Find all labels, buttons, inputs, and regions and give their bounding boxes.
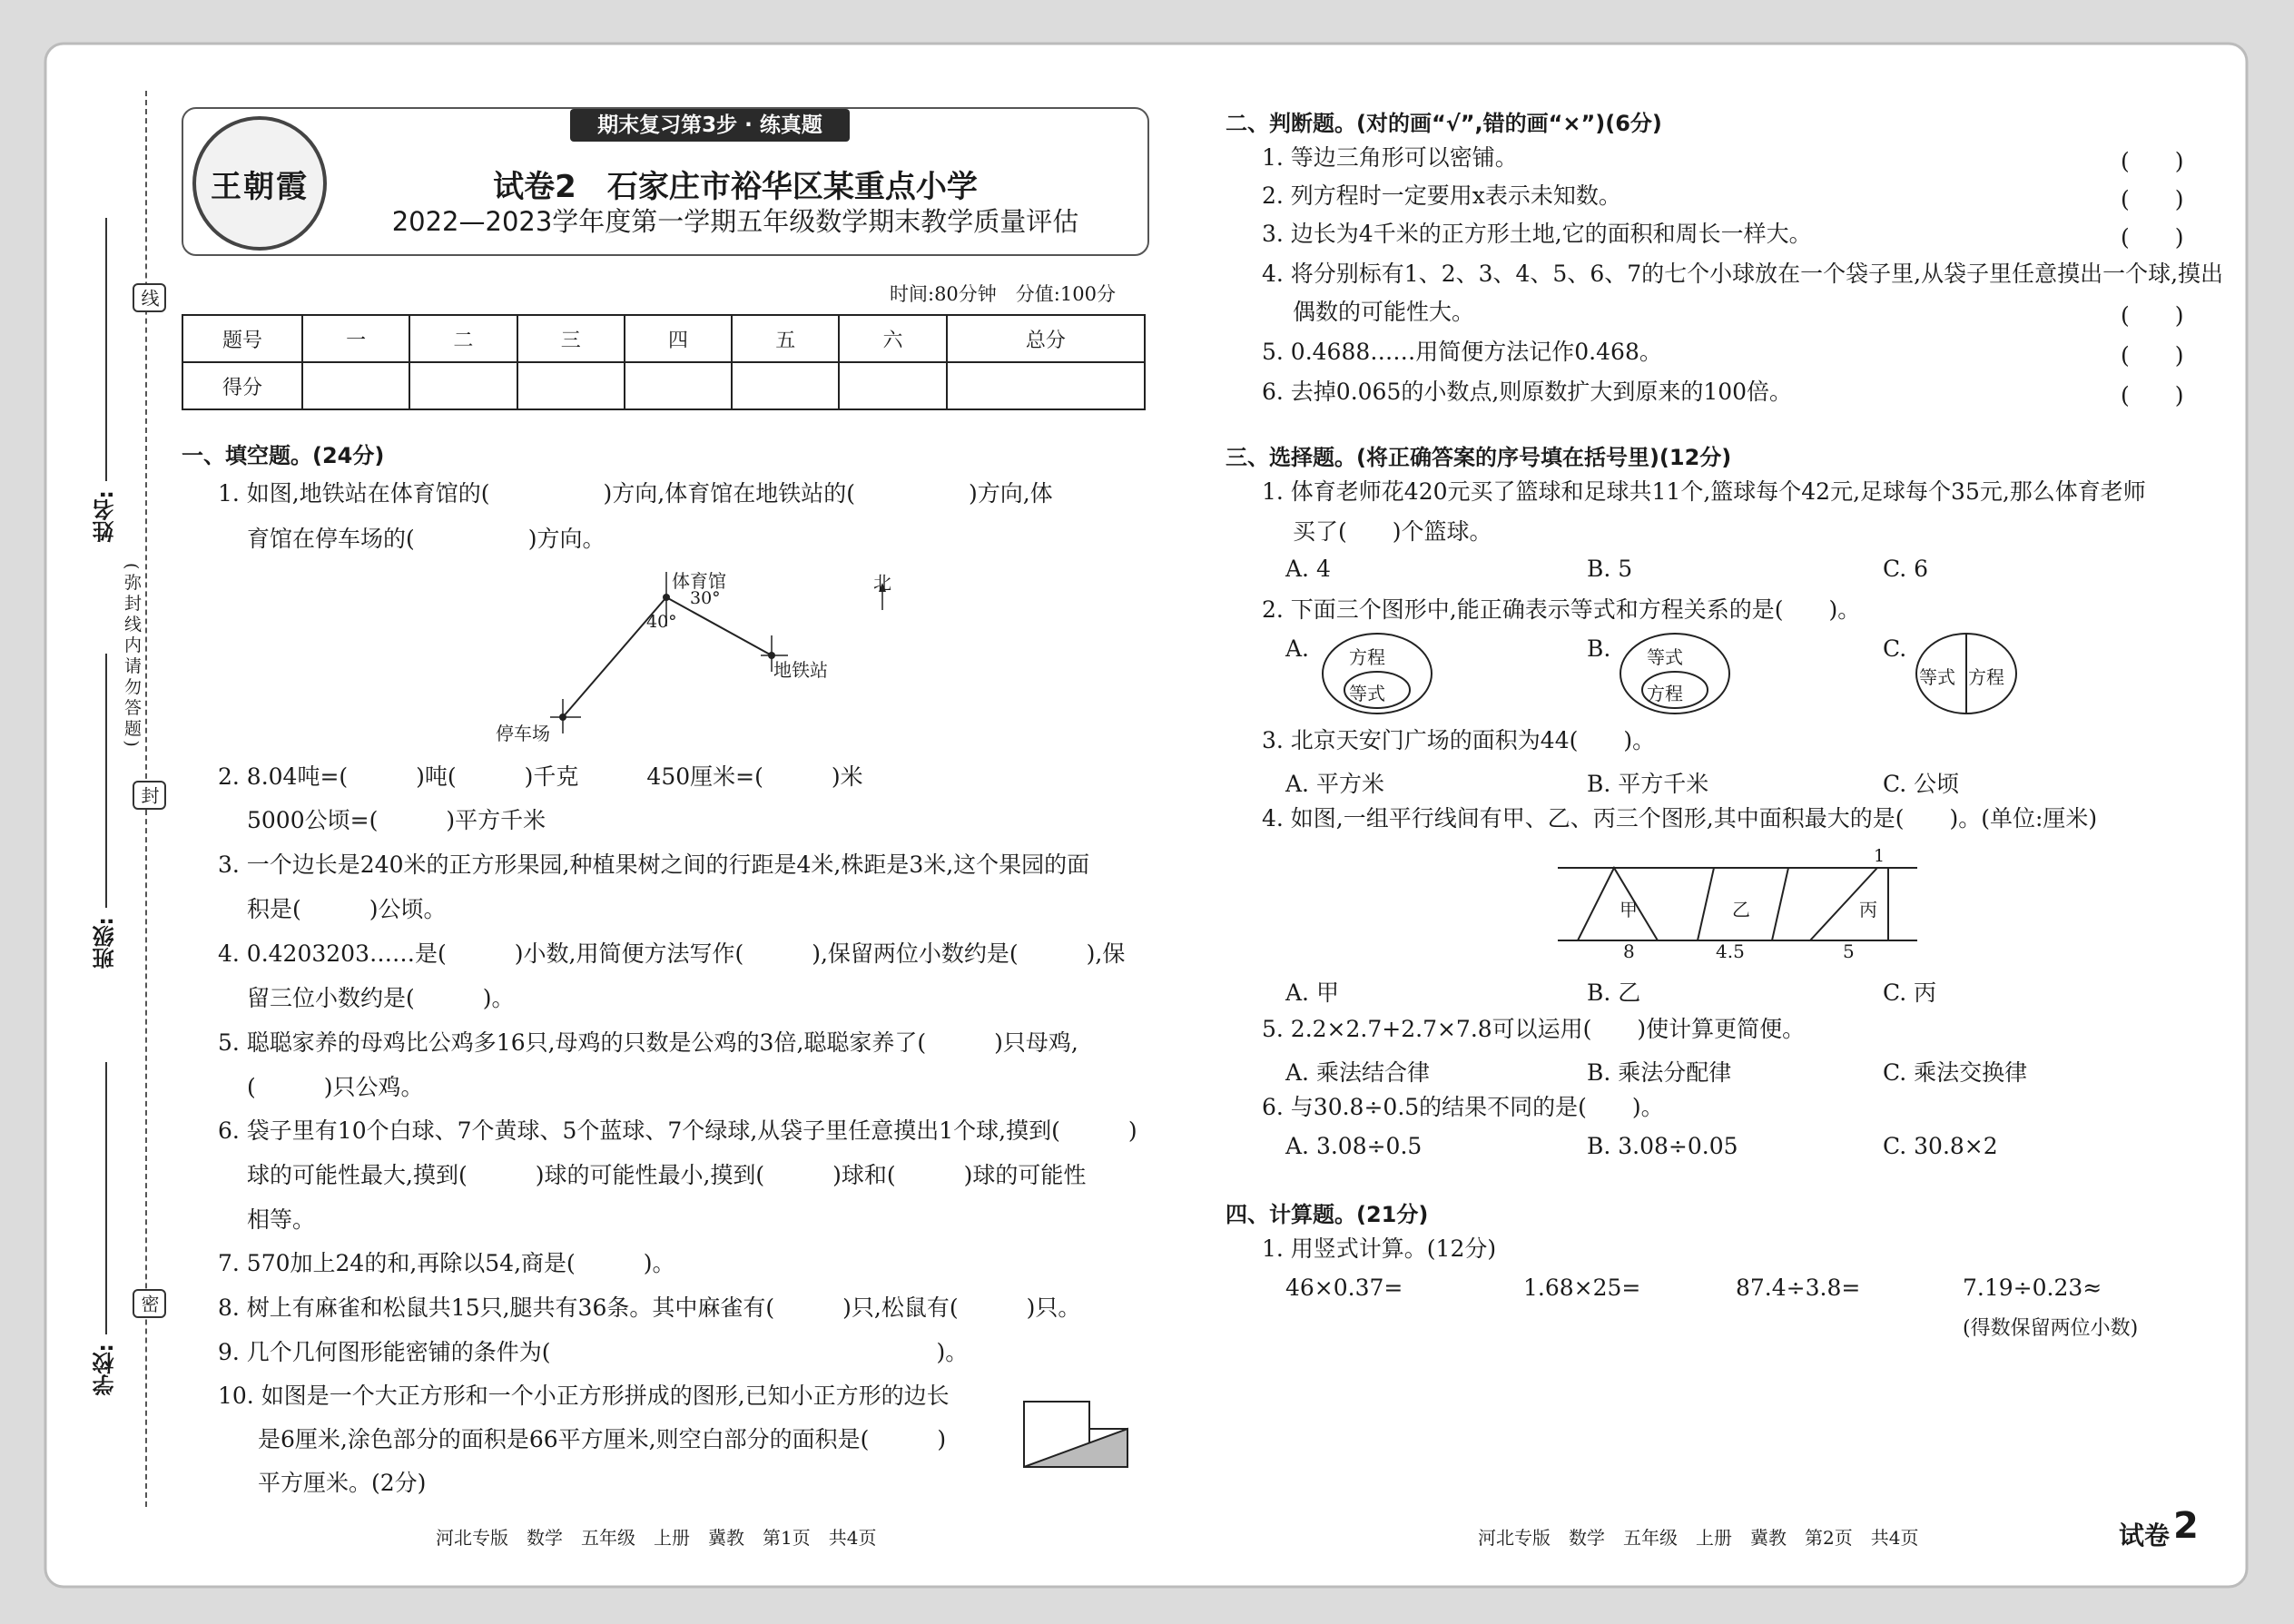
venn-c-right: 方程 [1968, 666, 2004, 688]
time-score: 时间:80分钟 分值:100分 [890, 283, 1116, 305]
section-fill-title: 一、填空题。(24分) [182, 443, 385, 468]
paper-subtitle: 2022—2023学年度第一学期五年级数学期末教学质量评估 [391, 206, 1079, 237]
fig4-yi: 乙 [1732, 899, 1750, 920]
venn-b-inner: 方程 [1647, 683, 1683, 704]
choice-6-option-c[interactable]: C. 30.8×2 [1883, 1133, 1998, 1159]
paper-label: 试卷 [2119, 1521, 2171, 1550]
fig4-base-2: 4.5 [1716, 940, 1745, 962]
q10-line2: 是6厘米,涂色部分的面积是66平方厘米,则空白部分的面积是( ) [258, 1426, 947, 1452]
q1-line2: 育馆在停车场的( )方向。 [247, 526, 605, 552]
choice-3: 3. 北京天安门广场的面积为44( )。 [1262, 727, 1656, 753]
fig4-base-3: 5 [1843, 940, 1855, 962]
right-footer: 河北专版 数学 五年级 上册 冀教 第2页 共4页 [1478, 1527, 1919, 1549]
section-calc-title: 四、计算题。(21分) [1226, 1202, 1429, 1227]
name-label: 姓名: [93, 490, 118, 543]
choice-1-line2: 买了( )个篮球。 [1293, 518, 1492, 545]
score-label: 得分 [182, 362, 302, 409]
fig1-north: 北 [873, 572, 891, 594]
q4-line2: 留三位小数约是( )。 [247, 985, 515, 1011]
choice-6-option-a[interactable]: A. 3.08÷0.5 [1285, 1133, 1423, 1159]
score-input[interactable] [947, 362, 1145, 409]
calc-item-1: 46×0.37= [1285, 1275, 1403, 1301]
venn-b-outer: 等式 [1647, 646, 1683, 668]
q6-line2: 球的可能性最大,摸到( )球的可能性最小,摸到( )球和( )球的可能性 [247, 1162, 1087, 1188]
choice-3-option-a[interactable]: A. 平方米 [1285, 771, 1384, 797]
choice-4: 4. 如图,一组平行线间有甲、乙、丙三个图形,其中面积最大的是( )。(单位:厘米) [1262, 805, 2098, 832]
score-input[interactable] [625, 362, 732, 409]
paper-number: 2 [2173, 1505, 2199, 1547]
choice-5: 5. 2.2×2.7+2.7×7.8可以运用( )使计算更简便。 [1262, 1016, 1806, 1042]
judge-5-answer[interactable]: ( ) [2121, 342, 2184, 369]
fig1-angle40: 40° [646, 612, 677, 632]
choice-6: 6. 与30.8÷0.5的结果不同的是( )。 [1262, 1094, 1664, 1120]
choice-6-option-b[interactable]: B. 3.08÷0.05 [1587, 1133, 1738, 1159]
venn-a-inner: 等式 [1349, 683, 1385, 704]
judge-6: 6. 去掉0.065的小数点,则原数扩大到原来的100倍。 [1262, 379, 1793, 405]
calc-note: (得数保留两位小数) [1963, 1317, 2139, 1340]
paper-title: 试卷2 石家庄市裕华区某重点小学 [493, 169, 978, 205]
score-cell: 五 [732, 315, 839, 362]
score-cell: 六 [839, 315, 946, 362]
score-cell: 一 [302, 315, 409, 362]
score-input[interactable] [409, 362, 517, 409]
judge-1-answer[interactable]: ( ) [2121, 148, 2184, 174]
q10-line3: 平方厘米。(2分) [258, 1470, 427, 1496]
judge-6-answer[interactable]: ( ) [2121, 382, 2184, 408]
calc-item-2: 1.68×25= [1523, 1275, 1641, 1301]
score-input[interactable] [732, 362, 839, 409]
judge-4-line1: 4. 将分别标有1、2、3、4、5、6、7的七个小球放在一个袋子里,从袋子里任意摸出一个球,摸出 [1262, 261, 2224, 287]
logo-seal [192, 116, 327, 251]
choice-2: 2. 下面三个图形中,能正确表示等式和方程关系的是( )。 [1262, 596, 1861, 623]
score-value-row [182, 362, 1145, 409]
choice-1-option-a[interactable]: A. 4 [1285, 556, 1331, 582]
score-cell: 四 [625, 315, 732, 362]
choice-5-option-a[interactable]: A. 乘法结合律 [1285, 1059, 1430, 1086]
fig4-bing: 丙 [1859, 899, 1877, 920]
calc-item-4: 7.19÷0.23≈ [1963, 1275, 2102, 1301]
score-cell: 总分 [947, 315, 1145, 362]
judge-1: 1. 等边三角形可以密铺。 [1262, 144, 1518, 171]
choice-1-line1: 1. 体育老师花420元买了篮球和足球共11个,篮球每个42元,足球每个35元,那么体育老师 [1262, 478, 2146, 505]
judge-2: 2. 列方程时一定要用x表示未知数。 [1262, 182, 1621, 209]
fig1-parking: 停车场 [496, 723, 550, 744]
judge-5: 5. 0.4688……用简便方法记作0.468。 [1262, 339, 1662, 365]
fig1-metro: 地铁站 [773, 659, 828, 681]
choice-1-option-b[interactable]: B. 5 [1587, 556, 1633, 582]
q3-line2: 积是( )公顷。 [247, 896, 447, 922]
choice-2-option-a[interactable]: A. [1285, 635, 1310, 662]
score-cell: 三 [517, 315, 625, 362]
name-field[interactable] [105, 218, 107, 481]
judge-4-answer[interactable]: ( ) [2121, 302, 2184, 329]
section-choice-title: 三、选择题。(将正确答案的序号填在括号里)(12分) [1226, 445, 1732, 470]
q9: 9. 几个几何图形能密铺的条件为( )。 [218, 1339, 969, 1365]
venn-c-left: 等式 [1919, 666, 1955, 688]
q2-line1: 2. 8.04吨=( )吨( )千克 450厘米=( )米 [218, 763, 863, 790]
squares-figure [1022, 1398, 1131, 1471]
score-input[interactable] [839, 362, 946, 409]
choice-3-option-b[interactable]: B. 平方千米 [1587, 771, 1709, 797]
judge-4-line2: 偶数的可能性大。 [1293, 299, 1475, 325]
fig1-gym: 体育馆 [672, 570, 726, 592]
choice-3-option-c[interactable]: C. 公顷 [1883, 771, 1960, 797]
q6-line1: 6. 袋子里有10个白球、7个黄球、5个蓝球、7个绿球,从袋子里任意摸出1个球,摸到( ) [218, 1117, 1137, 1144]
choice-5-option-b[interactable]: B. 乘法分配律 [1587, 1059, 1732, 1086]
binding-feng: 封 [133, 781, 166, 810]
binding-mi: 密 [133, 1289, 166, 1318]
q10-line1: 10. 如图是一个大正方形和一个小正方形拼成的图形,已知小正方形的边长 [218, 1383, 950, 1409]
score-input[interactable] [302, 362, 409, 409]
class-field[interactable] [105, 654, 107, 908]
calc-1-title: 1. 用竖式计算。(12分) [1262, 1235, 1497, 1262]
q5-line1: 5. 聪聪家养的母鸡比公鸡多16只,母鸡的只数是公鸡的3倍,聪聪家养了( )只母鸡, [218, 1029, 1078, 1056]
school-field[interactable] [105, 1062, 107, 1334]
score-cell: 二 [409, 315, 517, 362]
q7: 7. 570加上24的和,再除以54,商是( )。 [218, 1250, 675, 1276]
logo-text: 王朝霞 [211, 169, 309, 205]
choice-4-option-a[interactable]: A. 甲 [1285, 979, 1339, 1006]
fig4-jia: 甲 [1620, 899, 1638, 920]
q4-line1: 4. 0.4203203……是( )小数,用简便方法写作( ),保留两位小数约是( ),保 [218, 940, 1126, 967]
section-judge-title: 二、判断题。(对的画“√”,错的画“×”)(6分) [1226, 111, 1662, 136]
score-table [182, 314, 1146, 410]
q6-line3: 相等。 [247, 1206, 316, 1233]
judge-3: 3. 边长为4千米的正方形土地,它的面积和周长一样大。 [1262, 221, 1812, 247]
q3-line1: 3. 一个边长是240米的正方形果园,种植果树之间的行距是4米,株距是3米,这个果园的面 [218, 851, 1090, 878]
fig4-top-label: 1 [1874, 846, 1885, 866]
judge-3-answer[interactable]: ( ) [2121, 224, 2184, 251]
q1-line1: 1. 如图,地铁站在体育馆的( )方向,体育馆在地铁站的( )方向,体 [218, 480, 1053, 507]
score-header-row [182, 315, 1145, 362]
q2-line2: 5000公顷=( )平方千米 [247, 807, 546, 833]
q8: 8. 树上有麻雀和松鼠共15只,腿共有36条。其中麻雀有( )只,松鼠有( )只。 [218, 1294, 1081, 1321]
venn-a-outer: 方程 [1349, 646, 1385, 668]
judge-2-answer[interactable]: ( ) [2121, 186, 2184, 212]
choice-1-option-c[interactable]: C. 6 [1883, 556, 1929, 582]
calc-item-3: 87.4÷3.8= [1736, 1275, 1861, 1301]
fig1-angle30: 30° [690, 588, 721, 608]
binding-xian: 线 [133, 283, 166, 312]
left-footer: 河北专版 数学 五年级 上册 冀教 第1页 共4页 [436, 1527, 877, 1549]
choice-4-option-c[interactable]: C. 丙 [1883, 979, 1937, 1006]
choice-2-option-c[interactable]: C. [1883, 635, 1907, 662]
choice-5-option-c[interactable]: C. 乘法交换律 [1883, 1059, 2028, 1086]
q5-line2: ( )只公鸡。 [247, 1074, 424, 1100]
score-cell: 题号 [182, 315, 302, 362]
choice-2-option-b[interactable]: B. [1587, 635, 1611, 662]
review-banner: 期末复习第3步 · 练真题 [570, 109, 850, 142]
choice-4-option-b[interactable]: B. 乙 [1587, 979, 1641, 1006]
score-input[interactable] [517, 362, 625, 409]
school-label: 学校: [93, 1343, 118, 1396]
class-label: 班级: [93, 917, 118, 969]
fig4-base-1: 8 [1623, 940, 1635, 962]
binding-notice: (弥封线内请勿答题) [122, 563, 142, 751]
